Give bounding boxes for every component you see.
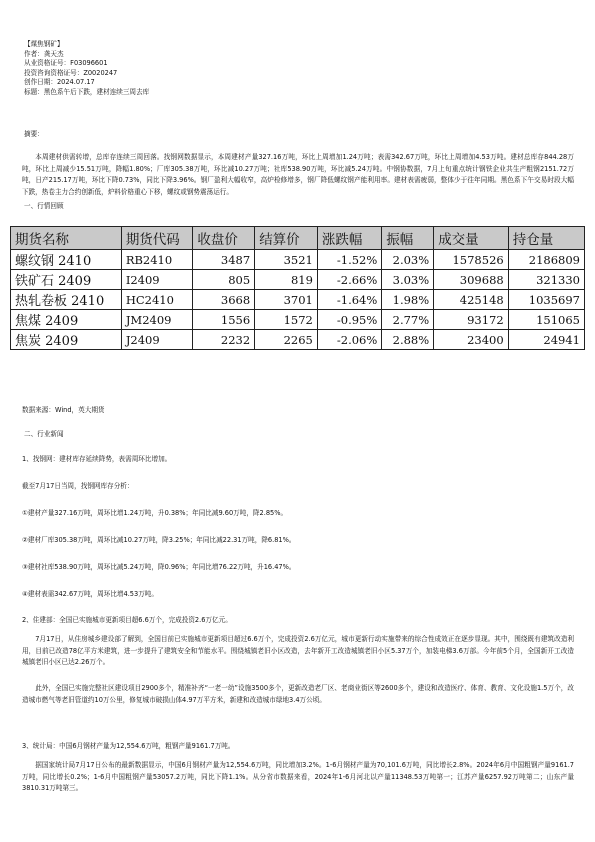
col-header-code: 期货代码: [121, 227, 193, 250]
cell-settle: 2265: [255, 330, 318, 350]
news-1-item: ②建材厂库305.38万吨，周环比减10.27万吨，降3.25%；年同比减22.31万吨，降6.81%。: [22, 536, 296, 544]
cell-volume: 23400: [434, 330, 509, 350]
news-1-item: ③建材社库538.90万吨，周环比减5.24万吨，降0.96%；年同比增76.22万吨，升16.47%。: [22, 563, 296, 571]
cell-code: JM2409: [121, 310, 193, 330]
cell-name: 螺纹钢 2410: [11, 250, 122, 270]
table-source-note: 数据来源：Wind，英大期货: [22, 406, 105, 414]
cell-code: RB2410: [121, 250, 193, 270]
license-line: 从业资格证号：F03096601: [24, 59, 108, 68]
cell-change: -2.06%: [317, 330, 381, 350]
table-header-row: [11, 227, 585, 250]
cell-amplitude: 1.98%: [382, 290, 434, 310]
cell-amplitude: 2.03%: [382, 250, 434, 270]
cell-name: 铁矿石 2409: [11, 270, 122, 290]
category-tag: 【煤焦钢矿】: [24, 40, 64, 48]
news-2-paragraph-1: 7月17日，从住房城乡建设部了解到，全国目前已实施城市更新项目超过6.6万个，完成投资2.6万亿元，城市更新行动实施带来的综合性成效正在逐步显现。其中，围绕既有建筑改造利用，目前已改造78亿平方米建筑，进一步提升了建筑安全和节能水平。围绕城镇老旧小区改造，去年新开工改造城镇老旧小区5.37万个，加装电梯3.6万部。今年前5个月，全国新开工改造城镇老旧小区已达2.26万个。: [22, 635, 574, 667]
col-header-settle: 结算价: [255, 227, 318, 250]
cell-volume: 309688: [434, 270, 509, 290]
cell-amplitude: 2.88%: [382, 330, 434, 350]
table-row: [11, 290, 585, 310]
date-line: 创作日期：2024.07.17: [24, 78, 95, 87]
cell-code: I2409: [121, 270, 193, 290]
cell-close: 2232: [193, 330, 255, 350]
section-market-review-heading: 一、行情回顾: [24, 202, 64, 210]
news-3-paragraph-1: 据国家统计局7月17日公布的最新数据显示，中国6月钢材产量为12,554.6万吨，同比增加3.2%。1-6月钢材产量为70,101.6万吨，同比增长2.8%。2024年6月中国粗钢产量9161.7万吨，同比增长0.2%；1-6月中国粗钢产量53057.2万吨，同比下降1.1%。从分省市数据来看，2024年1-6月河北以产量11348.53万吨第一；江苏产量6257.92万吨第二；山东产量3810.31万吨第三。: [22, 761, 574, 793]
abstract-heading: 摘要：: [24, 130, 44, 138]
cell-volume: 93172: [434, 310, 509, 330]
cell-change: -0.95%: [317, 310, 381, 330]
author-line: 作者：龚天杰: [24, 49, 64, 58]
cell-close: 3487: [193, 250, 255, 270]
cell-settle: 3701: [255, 290, 318, 310]
cell-close: 1556: [193, 310, 255, 330]
cell-change: -2.66%: [317, 270, 381, 290]
cell-amplitude: 3.03%: [382, 270, 434, 290]
futures-quote-table: [10, 226, 585, 350]
cell-code: J2409: [121, 330, 193, 350]
cell-settle: 1572: [255, 310, 318, 330]
cell-close: 3668: [193, 290, 255, 310]
report-title: 标题：黑色系午后下跌，建材连续三周去库: [24, 87, 150, 96]
cell-settle: 3521: [255, 250, 318, 270]
table-row: [11, 270, 585, 290]
table-row: [11, 310, 585, 330]
col-header-close: 收盘价: [193, 227, 255, 250]
news-3-title: 3、统计局：中国6月钢材产量为12,554.6万吨，粗钢产量9161.7万吨。: [22, 742, 235, 750]
abstract-text: 本周建材供需转增，总库存连续三周回落。找钢网数据显示，本周建材产量327.16万吨，环比上周增加1.24万吨；表需342.67万吨，环比上周增加4.53万吨。建材总库存844.28万吨，环比上周减少15.51万吨，降幅1.80%；厂库305.38万吨，环比减10.27万吨；社库538.90万吨，环比减5.24万吨。中钢协数据，7月上旬重点统计钢铁企业共生产粗钢2151.72万吨，日产215.17万吨，环比下降0.73%，同比下降3.96%。钢厂盈利大幅收窄，高炉检修增多，钢厂降低螺纹钢产能利用率。建材表需疲弱，整体少于往年同期。黑色系下午交易时段大幅下跌，热卷主力合约创新低，炉料价格重心下移，螺纹或钢势震荡运行。: [22, 153, 574, 196]
col-header-name: 期货名称: [11, 227, 122, 250]
table-row: [11, 330, 585, 350]
cell-change: -1.64%: [317, 290, 381, 310]
col-header-volume: 成交量: [434, 227, 509, 250]
advisor-license-line: 投资咨询资格证号：Z0020247: [24, 68, 118, 77]
cell-open-interest: 151065: [508, 310, 584, 330]
news-1-intro: 截至7月17日当周，找钢网库存分析：: [22, 482, 134, 490]
report-header: [24, 40, 149, 98]
cell-close: 805: [193, 270, 255, 290]
cell-open-interest: 2186809: [508, 250, 584, 270]
cell-name: 热轧卷板 2410: [11, 290, 122, 310]
col-header-change: 涨跌幅: [317, 227, 381, 250]
cell-name: 焦炭 2409: [11, 330, 122, 350]
cell-volume: 1578526: [434, 250, 509, 270]
news-1-item: ④建材表需342.67万吨，周环比增4.53万吨。: [22, 590, 158, 598]
cell-code: HC2410: [121, 290, 193, 310]
news-2-title: 2、住建部：全国已实施城市更新项目超6.6万个，完成投资2.6万亿元。: [22, 616, 232, 624]
cell-volume: 425148: [434, 290, 509, 310]
news-1-item: ①建材产量327.16万吨，周环比增1.24万吨，升0.38%；年同比减9.60万吨，降2.85%。: [22, 509, 288, 517]
cell-open-interest: 321330: [508, 270, 584, 290]
cell-amplitude: 2.77%: [382, 310, 434, 330]
news-1-title: 1、找钢网：建材库存延续降势，表需周环比增加。: [22, 455, 172, 463]
section-industry-news-heading: 二、行业新闻: [24, 430, 64, 438]
news-2-paragraph-2: 此外，全国已实施完整社区建设项目2900多个，精准补齐“一老一幼”设施3500多个，更新改造老厂区、老商业街区等2600多个，建设和改造医疗、体育、教育、文化设施1.5万个，改造城市燃气等老旧管道约10万公里，修复城市破损山体4.97万平方米，新建和改造城市绿地3.4万公顷。: [22, 684, 574, 704]
cell-name: 焦煤 2409: [11, 310, 122, 330]
cell-change: -1.52%: [317, 250, 381, 270]
table-row: [11, 250, 585, 270]
cell-open-interest: 1035697: [508, 290, 584, 310]
cell-settle: 819: [255, 270, 318, 290]
cell-open-interest: 24941: [508, 330, 584, 350]
col-header-open-interest: 持仓量: [508, 227, 584, 250]
col-header-amplitude: 振幅: [382, 227, 434, 250]
